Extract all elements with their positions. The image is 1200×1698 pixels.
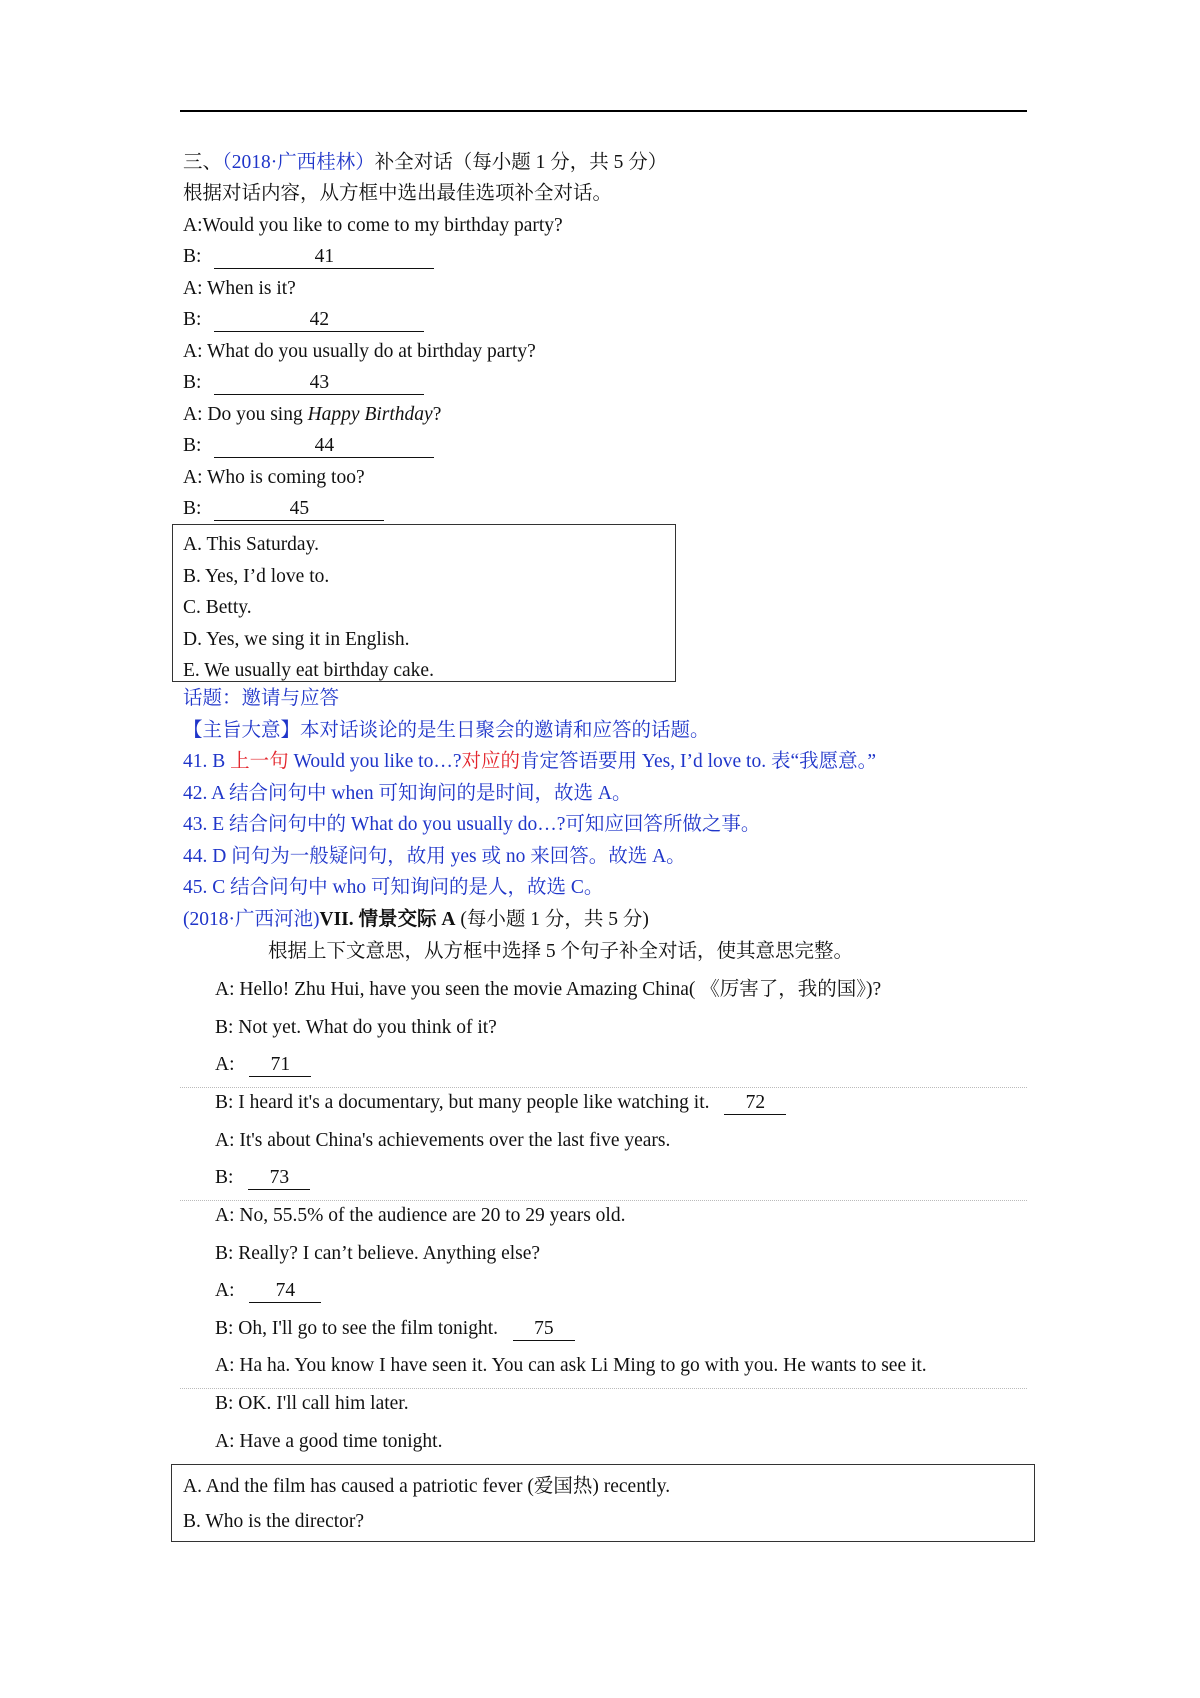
dialogue-line: B: Not yet. What do you think of it? bbox=[215, 1017, 497, 1038]
dialogue-line: B: 42 bbox=[183, 307, 424, 333]
divider bbox=[180, 1200, 1027, 1201]
answer-43: 43. E 结合问句中的 What do you usually do…?可知应回答所做之事。 bbox=[183, 814, 761, 835]
topic-label: 话题：邀请与应答 bbox=[183, 688, 340, 709]
dialogue-line: A: Ha ha. You know I have seen it. You can ask Li Ming to go with you. He wants to see it. bbox=[215, 1355, 927, 1376]
option-item: C. Betty. bbox=[183, 597, 252, 618]
dialogue-line: A: What do you usually do at birthday party? bbox=[183, 341, 536, 362]
section7-heading: (2018·广西河池)VII. 情景交际 A (每小题 1 分，共 5 分) bbox=[183, 909, 649, 930]
dialogue-line: A:Would you like to come to my birthday party? bbox=[183, 215, 563, 236]
option-item: B. Yes, I’d love to. bbox=[183, 565, 330, 587]
dialogue-line: B: 44 bbox=[183, 433, 434, 459]
dialogue-line: A: When is it? bbox=[183, 278, 296, 299]
dialogue-line: A: 71 bbox=[215, 1052, 311, 1078]
answer-blank: 43 bbox=[214, 372, 424, 395]
answer-42: 42. A 结合问句中 when 可知询问的是时间，故选 A。 bbox=[183, 783, 632, 804]
section3-instruction: 根据对话内容，从方框中选出最佳选项补全对话。 bbox=[183, 183, 613, 204]
option-item: B. Who is the director? bbox=[183, 1511, 365, 1532]
dialogue-line: A: Have a good time tonight. bbox=[215, 1431, 443, 1452]
divider bbox=[180, 1087, 1027, 1088]
answer-blank: 42 bbox=[214, 309, 424, 332]
answer-44: 44. D 问句为一般疑问句，故用 yes 或 no 来回答。故选 A。 bbox=[183, 846, 686, 867]
dialogue-line: B: 43 bbox=[183, 370, 424, 396]
answer-45: 45. C 结合问句中 who 可知询问的是人，故选 C。 bbox=[183, 877, 604, 898]
option-item: D. Yes, we sing it in English. bbox=[183, 628, 410, 650]
dialogue-line: B: Oh, I'll go to see the film tonight. 75 bbox=[215, 1316, 575, 1342]
answer-blank: 73 bbox=[248, 1167, 310, 1190]
answer-blank: 75 bbox=[513, 1318, 575, 1341]
header-rule bbox=[180, 110, 1027, 112]
dialogue-line: B: 73 bbox=[215, 1165, 310, 1191]
answer-blank: 41 bbox=[214, 246, 434, 269]
divider bbox=[180, 1388, 1027, 1389]
option-item: E. We usually eat birthday cake. bbox=[183, 660, 434, 681]
section3-heading: 三、（2018·广西桂林）补全对话（每小题 1 分，共 5 分） bbox=[183, 152, 668, 173]
answer-blank: 74 bbox=[249, 1280, 321, 1303]
option-item: A. This Saturday. bbox=[183, 534, 319, 555]
dialogue-line: B: 45 bbox=[183, 496, 384, 522]
answer-blank: 71 bbox=[249, 1054, 311, 1077]
dialogue-line: B: OK. I'll call him later. bbox=[215, 1393, 409, 1414]
main-idea: 【主旨大意】本对话谈论的是生日聚会的邀请和应答的话题。 bbox=[183, 720, 710, 741]
answer-41: 41. B 上一句 Would you like to…?对应的肯定答语要用 Yes, I’d love to. 表“我愿意。” bbox=[183, 751, 877, 772]
option-item: A. And the film has caused a patriotic fever (爱国热) recently. bbox=[183, 1476, 671, 1497]
dialogue-line: A: Do you sing Happy Birthday? bbox=[183, 404, 442, 425]
options-box bbox=[172, 524, 676, 682]
answer-blank: 72 bbox=[724, 1092, 786, 1115]
dialogue-line: A: Who is coming too? bbox=[183, 467, 365, 488]
section7-instruction: 根据上下文意思，从方框中选择 5 个句子补全对话，使其意思完整。 bbox=[268, 941, 854, 962]
section7-source: (2018·广西河池) bbox=[183, 909, 320, 930]
dialogue-line: A: 74 bbox=[215, 1278, 321, 1304]
dialogue-line: B: I heard it's a documentary, but many people like watching it. 72 bbox=[215, 1090, 786, 1116]
options-box bbox=[171, 1464, 1035, 1542]
dialogue-line: A: No, 55.5% of the audience are 20 to 29 years old. bbox=[215, 1205, 626, 1226]
dialogue-line: A: It's about China's achievements over the last five years. bbox=[215, 1130, 671, 1151]
dialogue-line: B: 41 bbox=[183, 244, 434, 270]
dialogue-line: A: Hello! Zhu Hui, have you seen the movie Amazing China( 《厉害了，我的国》)? bbox=[215, 979, 882, 1000]
answer-blank: 44 bbox=[214, 435, 434, 458]
answer-blank: 45 bbox=[214, 498, 384, 521]
section3-source: （2018·广西桂林） bbox=[222, 152, 375, 173]
dialogue-line: B: Really? I can’t believe. Anything else? bbox=[215, 1243, 541, 1264]
